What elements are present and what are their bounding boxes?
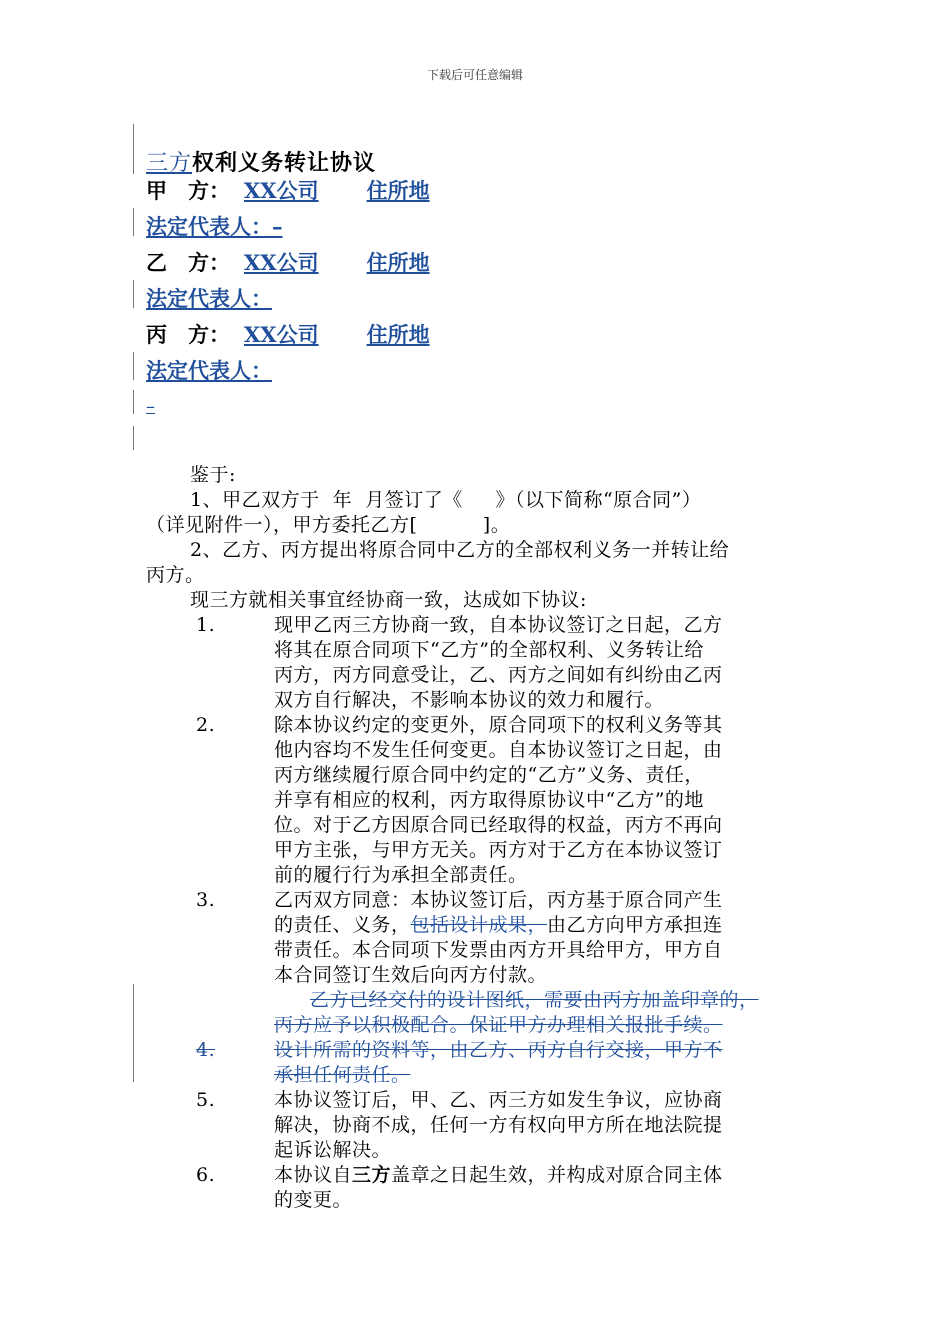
change-bar — [133, 426, 134, 450]
change-bar — [133, 390, 134, 414]
party-address: 住所地 — [366, 178, 430, 203]
title-inserted-text: 三方 — [146, 151, 193, 176]
clause-number: 2. — [196, 714, 216, 736]
party-company: XX公司 — [244, 178, 319, 203]
title-main-text: 权利义务转让协议 — [192, 150, 377, 176]
clause-line: 起诉讼解决。 — [274, 1139, 392, 1161]
recital-2-line-2: 丙方。 — [146, 564, 205, 586]
clause-line — [274, 913, 814, 938]
clause-text: 本协议自 — [274, 1164, 353, 1186]
clause-text: 由乙方向甲方承担连 — [547, 914, 723, 936]
clause-line — [274, 1163, 814, 1188]
clause-line: 他内容均不发生任何变更。自本协议签订之日起，由 — [274, 739, 723, 761]
change-bar — [133, 208, 134, 236]
party-address: 住所地 — [366, 322, 430, 347]
party-bing — [146, 319, 430, 349]
party-company: XX公司 — [244, 250, 319, 275]
agreement-intro: 现三方就相关事宜经协商一致，达成如下协议: — [190, 589, 587, 611]
change-bar — [133, 124, 134, 174]
clause-number: 6. — [196, 1164, 216, 1186]
deleted-line: 丙方应予以积极配合。保证甲方办理相关报批手续。 — [274, 1014, 723, 1036]
clause-line: 现甲乙丙三方协商一致，自本协议签订之日起，乙方 — [274, 614, 723, 636]
party-role: 乙 方： — [146, 250, 230, 275]
clause-line: 丙方继续履行原合同中约定的“乙方”义务、责任， — [274, 764, 704, 786]
party-jia — [146, 175, 430, 205]
clause-line: 将其在原合同项下“乙方”的全部权利、义务转让给 — [274, 639, 704, 661]
clause-line: 双方自行解决，不影响本协议的效力和履行。 — [274, 689, 665, 711]
clause-line: 本协议签订后，甲、乙、丙三方如发生争议，应协商 — [274, 1089, 723, 1111]
change-bar — [133, 280, 134, 308]
change-bar — [133, 352, 134, 380]
clause-line: 解决，协商不成，任何一方有权向甲方所在地法院提 — [274, 1114, 723, 1136]
clause-line: 位。对于乙方因原合同已经取得的权益，丙方不再向 — [274, 814, 723, 836]
party-address: 住所地 — [366, 250, 430, 275]
party-role: 丙 方： — [146, 322, 230, 347]
party-yi — [146, 247, 430, 277]
clause-line: 甲方主张，与甲方无关。丙方对于乙方在本协议签订 — [274, 839, 723, 861]
deleted-line: 承担任何责任。 — [274, 1064, 411, 1086]
deleted-text: 包括设计成果， — [410, 914, 548, 936]
clause-line: 本合同签订生效后向丙方付款。 — [274, 964, 548, 986]
recital-1-line-2: （详见附件一），甲方委托乙方[ ]。 — [146, 514, 511, 536]
clause-number: 3. — [196, 889, 216, 911]
deleted-line: 设计所需的资料等，由乙方、丙方自行交接，甲方不 — [274, 1039, 723, 1061]
recital-1-line-1: 1、甲乙双方于 年 月签订了《 》（以下简称“原合同”） — [190, 489, 702, 511]
clause-line: 除本协议约定的变更外，原合同项下的权利义务等其 — [274, 714, 723, 736]
whereas-heading: 鉴于: — [190, 464, 236, 486]
clause-line: 并享有相应的权利，丙方取得原协议中“乙方”的地 — [274, 789, 704, 811]
deleted-line: 乙方已经交付的设计图纸，需要由丙方加盖印章的， — [310, 989, 759, 1011]
recital-2-line-1: 2、乙方、丙方提出将原合同中乙方的全部权利义务一并转让给 — [190, 539, 730, 561]
legal-rep-bing: 法定代表人： — [146, 358, 272, 383]
clause-number: 1. — [196, 614, 216, 636]
party-company: XX公司 — [244, 322, 319, 347]
clause-text: 的责任、义务， — [274, 914, 411, 936]
clause-line: 丙方，丙方同意受让，乙、丙方之间如有纠纷由乙丙 — [274, 664, 723, 686]
inserted-mark: – — [146, 396, 155, 417]
clause-line: 前的履行行为承担全部责任。 — [274, 864, 528, 886]
clause-line: 的变更。 — [274, 1189, 353, 1211]
clause-number: 5. — [196, 1089, 216, 1111]
header-note: 下载后可任意编辑 — [426, 68, 523, 82]
legal-rep-jia: 法定代表人：– — [146, 214, 283, 239]
document-title — [146, 146, 376, 177]
clause-text: 盖章之日起生效，并构成对原合同主体 — [391, 1164, 723, 1186]
change-bar — [133, 984, 134, 1082]
clause-line: 带责任。本合同项下发票由丙方开具给甲方，甲方自 — [274, 939, 723, 961]
legal-rep-yi: 法定代表人： — [146, 286, 272, 311]
clause-line: 乙丙双方同意：本协议签订后，丙方基于原合同产生 — [274, 889, 723, 911]
party-role: 甲 方： — [146, 178, 230, 203]
clause-bold-text: 三方 — [352, 1164, 392, 1186]
clause-number: 4. — [196, 1039, 216, 1061]
